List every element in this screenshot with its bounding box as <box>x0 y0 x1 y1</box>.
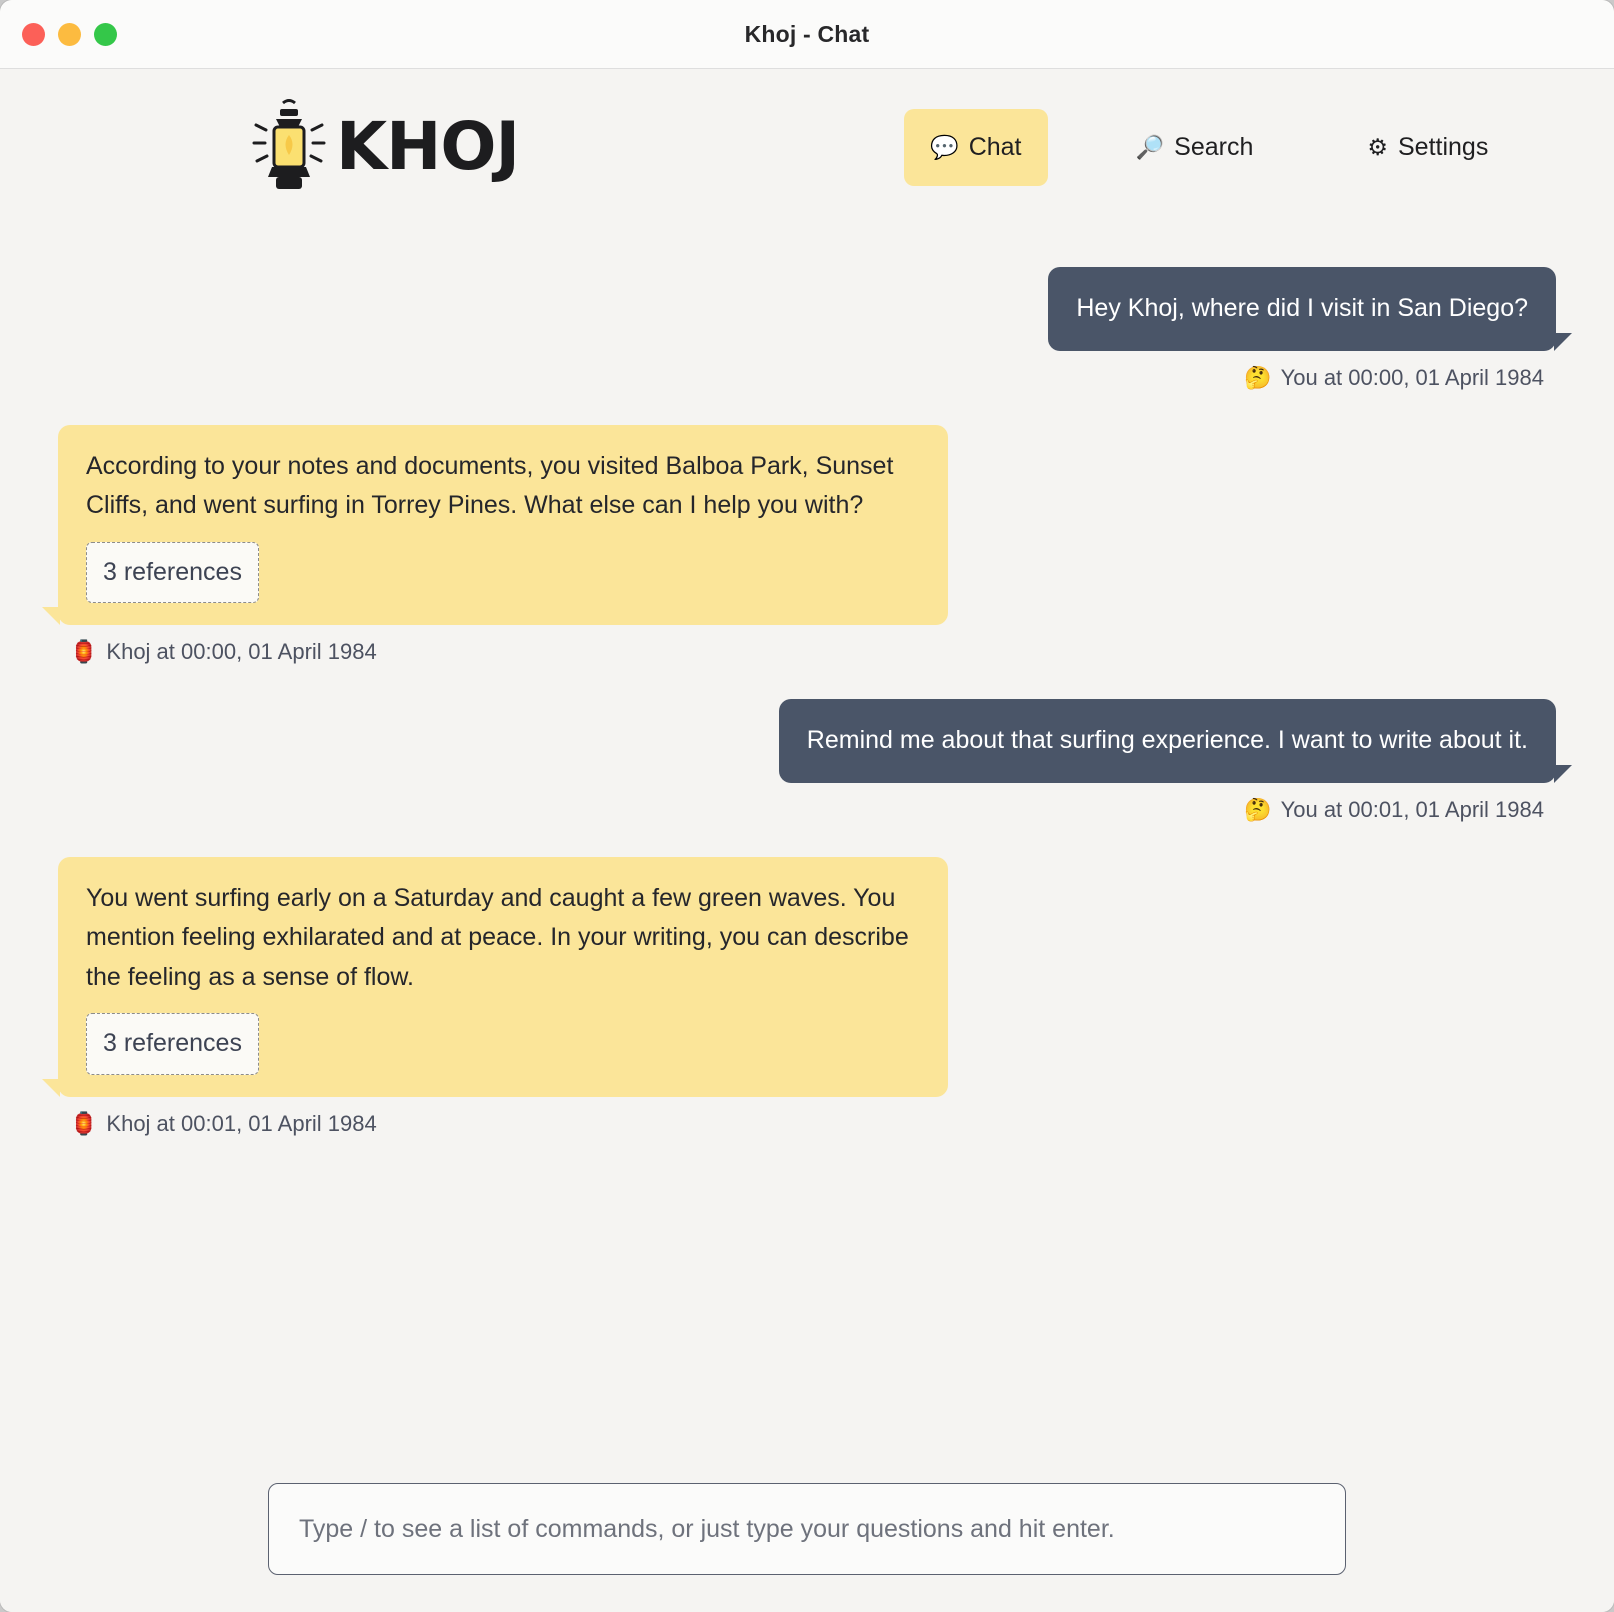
chat-message-user-1 <box>58 267 1556 391</box>
chat-message-khoj-1 <box>58 425 1556 666</box>
chat-log[interactable] <box>40 267 1574 1357</box>
gear-icon: ⚙ <box>1367 133 1388 160</box>
chat-input-bar <box>40 1483 1574 1575</box>
app-content <box>0 69 1614 1612</box>
message-text: According to your notes and documents, you visited Balboa Park, Sunset Cliffs, and went surfing in Torrey Pines. What else can I help you with? <box>86 451 894 519</box>
tab-settings-label: Settings <box>1397 132 1489 161</box>
chat-message-khoj-2 <box>58 857 1556 1137</box>
message-text: You went surfing early on a Saturday and caught a few green waves. You mention feeling exhilarated and at peace. In your writing, you can describe the feeling as a sense of flow. <box>86 883 909 991</box>
thinking-face-icon: 🤔 <box>1244 364 1272 390</box>
message-meta <box>58 1111 377 1137</box>
tab-search[interactable] <box>1110 109 1280 186</box>
minimize-window-button[interactable] <box>58 23 81 46</box>
main-nav <box>904 109 1514 186</box>
tab-chat-label: Chat <box>968 132 1022 161</box>
message-meta-text: You at 00:01, 01 April 1984 <box>1280 796 1544 822</box>
message-bubble <box>58 857 948 1097</box>
lantern-icon <box>250 97 328 197</box>
message-spacer-3 <box>58 823 1556 857</box>
message-meta-text: You at 00:00, 01 April 1984 <box>1280 364 1544 390</box>
message-meta <box>1244 365 1556 391</box>
close-window-button[interactable] <box>22 23 45 46</box>
lantern-icon: 🏮 <box>70 1110 98 1136</box>
search-icon: 🔎 <box>1135 133 1165 160</box>
tab-chat[interactable] <box>904 109 1047 186</box>
message-meta <box>58 639 377 665</box>
thinking-face-icon: 🤔 <box>1244 796 1272 822</box>
zoom-window-button[interactable] <box>94 23 117 46</box>
message-spacer-1 <box>58 391 1556 425</box>
window-controls <box>0 23 117 46</box>
lantern-icon: 🏮 <box>70 639 98 664</box>
references-button[interactable]: 3 references <box>86 1013 259 1075</box>
message-bubble <box>58 425 948 626</box>
khoj-logo <box>250 97 519 197</box>
logo-wordmark: KHOJ <box>336 108 520 185</box>
tab-search-label: Search <box>1174 132 1254 161</box>
chat-message-user-2 <box>58 699 1556 823</box>
references-button[interactable]: 3 references <box>86 542 259 604</box>
chat-icon: 💬 <box>930 133 959 160</box>
message-meta-text: Khoj at 00:00, 01 April 1984 <box>106 639 377 664</box>
message-bubble: Hey Khoj, where did I visit in San Diego? <box>1048 267 1556 351</box>
tab-settings[interactable] <box>1341 109 1514 186</box>
message-meta-text: Khoj at 00:01, 01 April 1984 <box>106 1110 377 1136</box>
window-title-bar <box>0 0 1614 69</box>
app-header <box>40 69 1574 197</box>
message-bubble: Remind me about that surfing experience. I want to write about it. <box>779 699 1556 783</box>
chat-input[interactable] <box>268 1483 1346 1575</box>
message-spacer-2 <box>58 665 1556 699</box>
window-title: Khoj - Chat <box>744 20 870 47</box>
message-meta <box>1244 797 1556 823</box>
